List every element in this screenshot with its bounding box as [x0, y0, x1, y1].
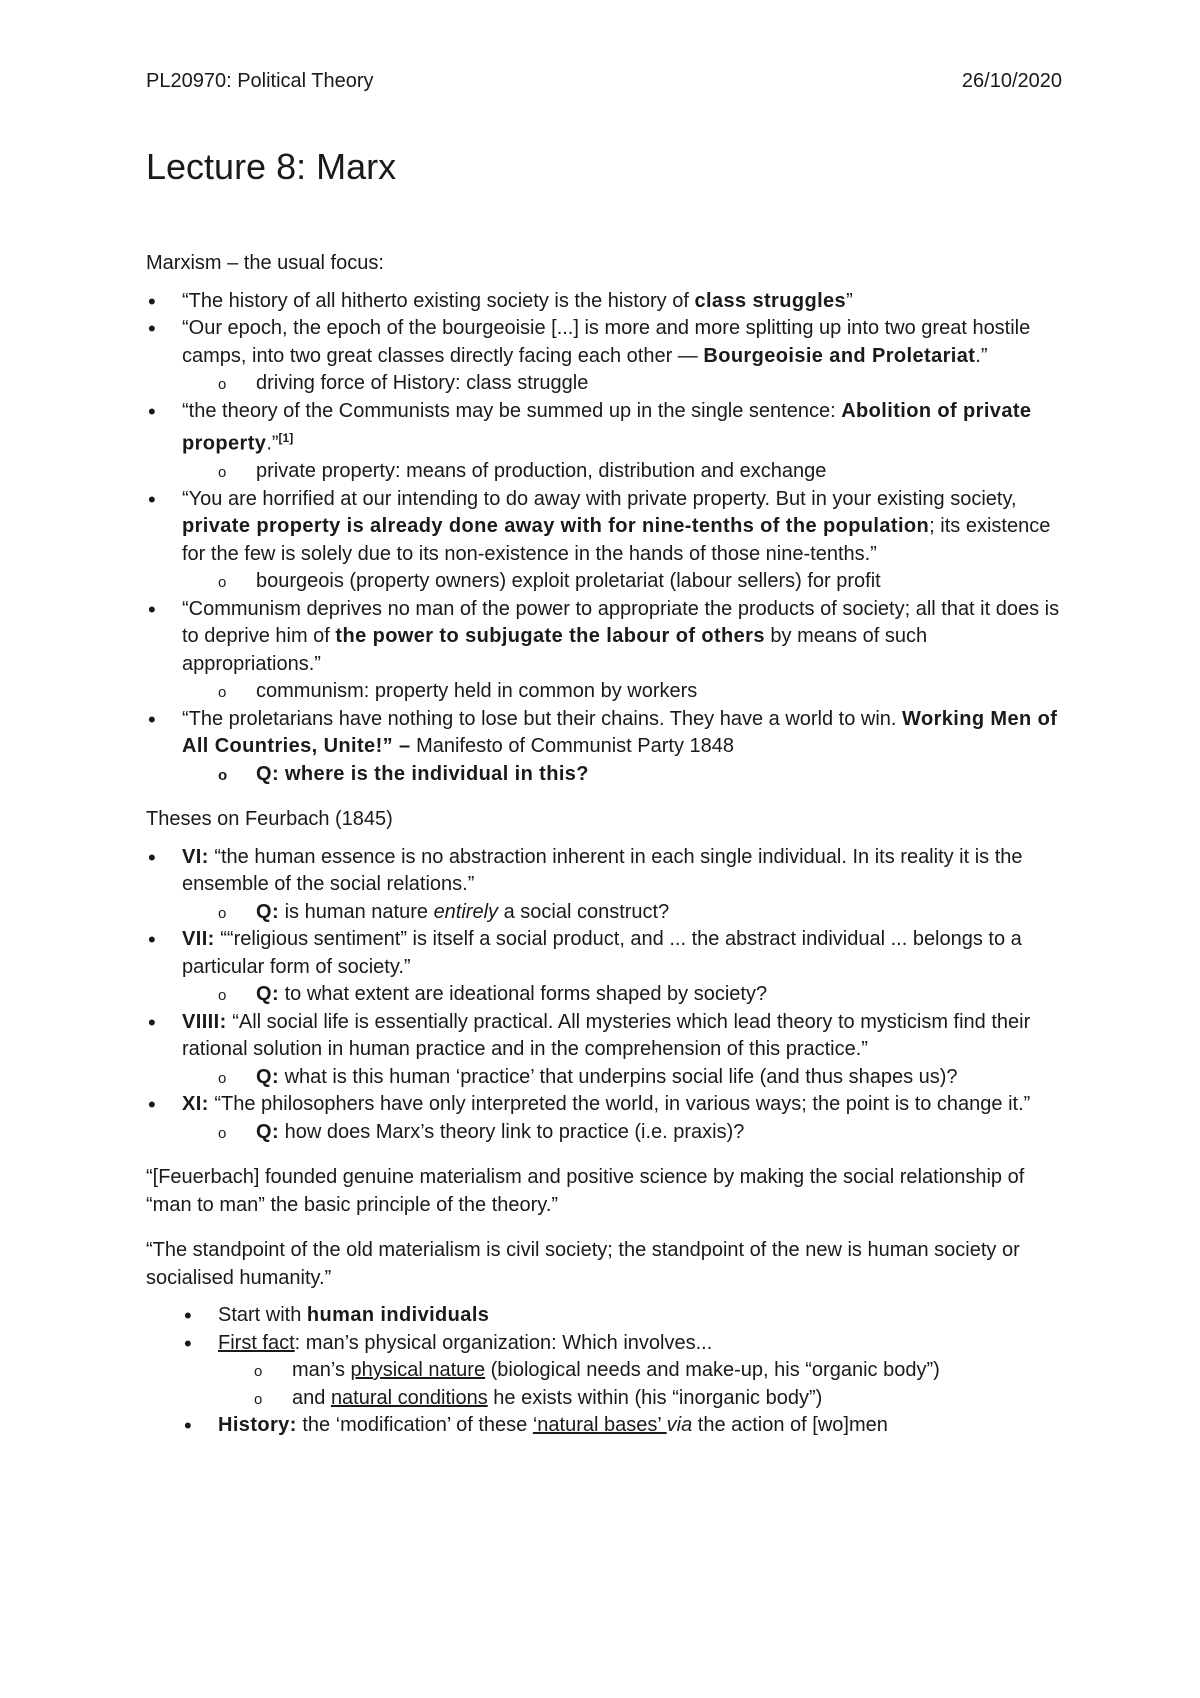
page-title: Lecture 8: Marx — [146, 146, 397, 187]
list-item: • First fact: man’s physical organization: Which involves... — [146, 1330, 1066, 1358]
list-item: • “The history of all hitherto existing society is the history of class struggles” — [146, 288, 1066, 316]
sub-list-item: o Q: how does Marx’s theory link to practice (i.e. praxis)? — [146, 1119, 1066, 1147]
sub-list-item: o Q: where is the individual in this? — [146, 761, 1066, 789]
page-header — [146, 70, 1062, 98]
quote-standpoint: “The standpoint of the old materialism is civil society; the standpoint of the new is human society or socialised humanity.” — [146, 1239, 1020, 1289]
list-item: • VIIII: “All social life is essentially practical. All mysteries which lead theory to mysticism find their rational solution in human practice and in the comprehension of this practice.” — [146, 1009, 1066, 1064]
sub-list-item: o driving force of History: class struggle — [146, 370, 1066, 398]
list-item: • “You are horrified at our intending to do away with private property. But in your existing society, private property is already done away with for nine-tenths of the population; its existence for the few is solely due to its non-existence in the hands of those nine-tenths.” — [146, 486, 1066, 569]
header-date: 26/10/2020 — [961, 70, 1062, 92]
sub-list-item: o Q: is human nature entirely a social construct? — [146, 899, 1066, 927]
document-body — [146, 250, 1066, 1440]
sub-list-item: o Q: to what extent are ideational forms shaped by society? — [146, 981, 1066, 1009]
list-item: • VI: “the human essence is no abstraction inherent in each single individual. In its reality it is the ensemble of the social relations.” — [146, 844, 1066, 899]
list-item: • VII: ““religious sentiment” is itself a social product, and ... the abstract individual ... belongs to a particular form of society.” — [146, 926, 1066, 981]
sub-list-item: o bourgeois (property owners) exploit proletariat (labour sellers) for profit — [146, 568, 1066, 596]
theses-heading: Theses on Feurbach (1845) — [146, 808, 393, 831]
list-item: • Start with human individuals — [146, 1302, 1066, 1330]
list-item: • History: the ‘modification’ of these ‘natural bases’ via the action of [wo]men — [146, 1412, 1066, 1440]
list-item: • “Communism deprives no man of the power to appropriate the products of society; all that it does is to deprive him of the power to subjugate the labour of others by means of such appropriations.” — [146, 596, 1066, 679]
list-item: • XI: “The philosophers have only interpreted the world, in various ways; the point is to change it.” — [146, 1091, 1066, 1119]
sub-list-item: o communism: property held in common by workers — [146, 678, 1066, 706]
sub-list-item: o private property: means of production, distribution and exchange — [146, 458, 1066, 486]
marxism-list — [146, 288, 1066, 789]
quote-feuerbach: “[Feuerbach] founded genuine materialism and positive science by making the social relationship of “man to man” the basic principle of the theory.” — [146, 1166, 1025, 1216]
sub-list-item: o man’s physical nature (biological needs and make-up, his “organic body”) — [146, 1357, 1066, 1385]
sub-list-item: o and natural conditions he exists within (his “inorganic body”) — [146, 1385, 1066, 1413]
theses-list — [146, 844, 1066, 1147]
list-item: • “Our epoch, the epoch of the bourgeoisie [...] is more and more splitting up into two great hostile camps, into two great classes directly facing each other — Bourgeoisie and Proletariat.” — [146, 315, 1066, 370]
footnote-ref[interactable]: [1] — [278, 431, 294, 445]
list-item: • “the theory of the Communists may be summed up in the single sentence: Abolition of private property.”[1] — [146, 398, 1066, 459]
individuals-list — [146, 1302, 1066, 1440]
list-item: • “The proletarians have nothing to lose but their chains. They have a world to win. Working Men of All Countries, Unite!” – Manifesto of Communist Party 1848 — [146, 706, 1066, 761]
sub-list-item: o Q: what is this human ‘practice’ that underpins social life (and thus shapes us)? — [146, 1064, 1066, 1092]
section-intro: Marxism – the usual focus: — [146, 252, 384, 274]
course-code: PL20970: Political Theory — [146, 70, 374, 92]
